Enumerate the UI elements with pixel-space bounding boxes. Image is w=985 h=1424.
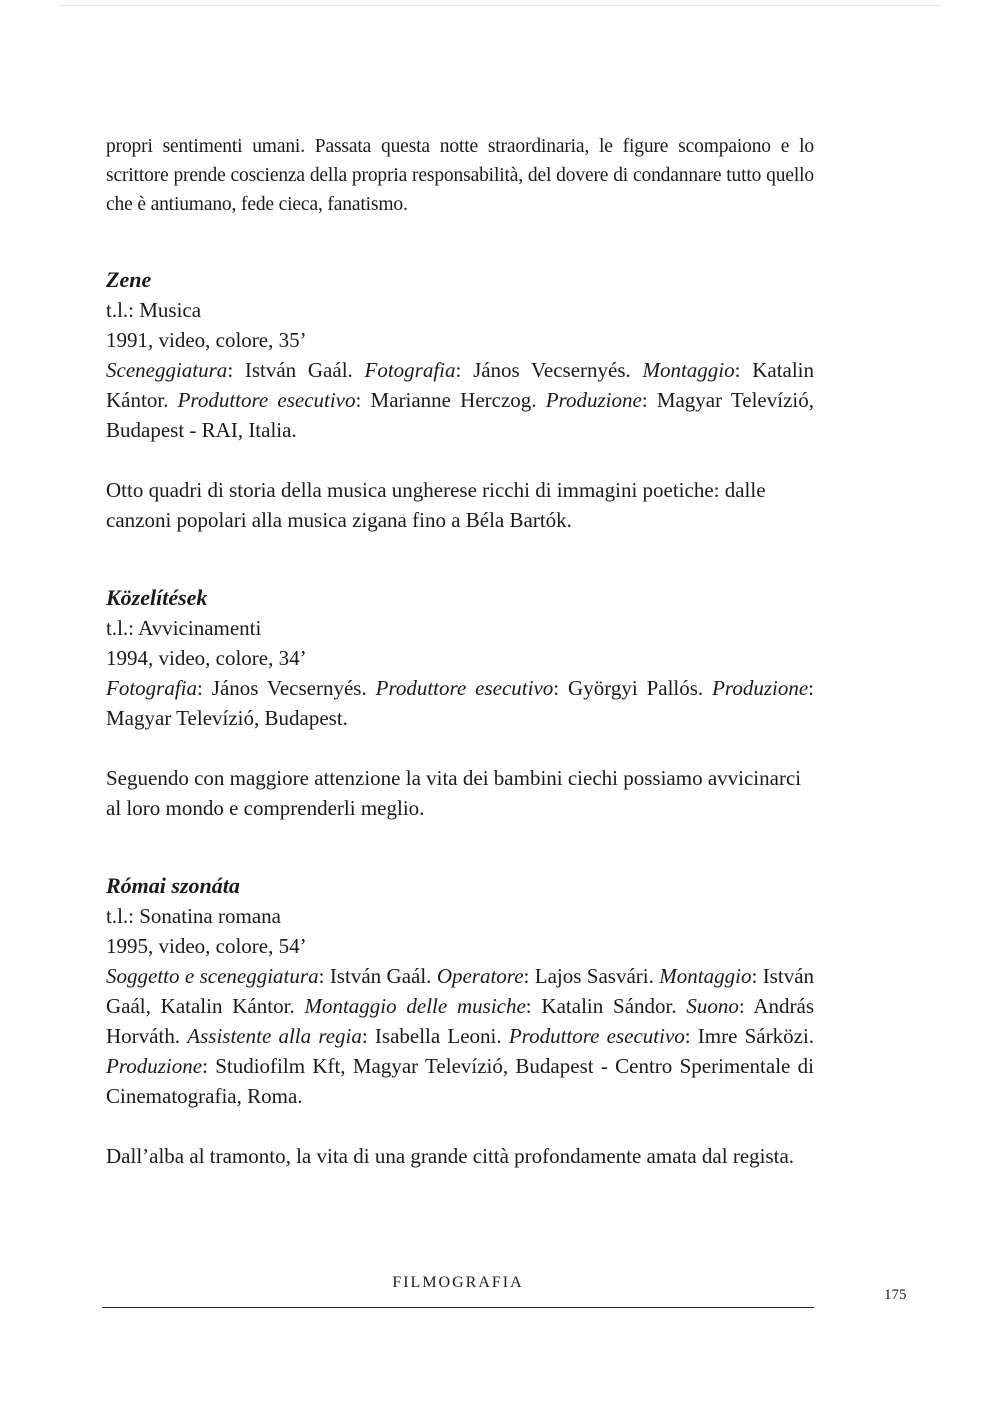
credit-names: Marianne Herczog. <box>370 388 537 412</box>
credit-names: Lajos Sasvári. <box>534 964 654 988</box>
credit-role: Fotografia <box>364 358 456 382</box>
credit-names: Studiofilm Kft, Magyar Televízió, Budapest - Centro Sperimentale di Cinematografia, Roma. <box>106 1054 814 1108</box>
film-title: Római szonáta <box>106 873 240 898</box>
credit-names: Györgyi Pallós. <box>568 676 704 700</box>
credit-names: András Horváth. <box>106 994 815 1048</box>
credit-role: Suono <box>686 994 739 1018</box>
credit-role: Produzione <box>712 676 809 700</box>
credit-names: István Gaál. <box>329 964 432 988</box>
page-body <box>106 132 814 1171</box>
film-summary: Dall’alba al tramonto, la vita di una grande città profondamente amata dal regista. <box>106 1144 795 1168</box>
credit-role: Sceneggiatura <box>106 358 228 382</box>
credit-role: Produttore esecutivo <box>375 676 554 700</box>
film-entry-zene <box>106 265 814 535</box>
credit-names: Isabella Leoni. <box>374 1024 502 1048</box>
translated-title: t.l.: Avvicinamenti <box>106 616 262 640</box>
film-details: 1991, video, colore, 35’ <box>106 328 307 352</box>
credit-names: István Gaál, Katalin Kántor. <box>106 964 815 1018</box>
credit-names: János Vecsernyés. <box>211 676 367 700</box>
film-summary: Otto quadri di storia della musica ungherese ricchi di immagini poetiche: dalle canzoni popolari alla musica zigana fino a Béla Bartók. <box>106 478 766 532</box>
credit-role: Produzione <box>545 388 642 412</box>
film-summary: Seguendo con maggiore attenzione la vita dei bambini ciechi possiamo avvicinarci al loro mondo e comprenderli meglio. <box>106 766 802 820</box>
credit-names: István Gaál. <box>244 358 353 382</box>
film-details: 1994, video, colore, 34’ <box>106 646 307 670</box>
credits-paragraph: Soggetto e sceneggiatura: István Gaál. Operatore: Lajos Sasvári. Montaggio: István Gaál, Katalin Kántor. Montaggio delle musiche: Katalin Sándor. Suono: András Horváth. Assistente alla regia: Isabella Leoni. Produttore esecutivo: Imre Sárközi. Produzione: Studiofilm Kft, Magyar Televízió, Budapest - Centro Sperimentale di Cinematografia, Roma. <box>106 964 815 1108</box>
film-entry-romai-szonata <box>106 871 814 1171</box>
top-scan-edge <box>60 5 940 6</box>
credit-role: Produttore esecutivo <box>508 1024 685 1048</box>
translated-title: t.l.: Musica <box>106 298 202 322</box>
credits-paragraph: Fotografia: János Vecsernyés. Produttore esecutivo: Györgyi Pallós. Produzione: Magyar Televízió, Budapest. <box>106 676 814 730</box>
film-title: Zene <box>106 267 152 292</box>
credit-names: Magyar Televízió, Budapest - RAI, Italia. <box>106 388 814 442</box>
translated-title: t.l.: Sonatina romana <box>106 904 281 928</box>
credit-role: Fotografia <box>106 676 198 700</box>
credit-role: Montaggio delle musiche <box>304 994 526 1018</box>
credit-names: Katalin Kántor. <box>106 358 815 412</box>
credit-role: Produttore esecutivo <box>177 388 356 412</box>
credit-role: Montaggio <box>659 964 752 988</box>
credit-role: Produzione <box>106 1054 203 1078</box>
intro-paragraph: propri sentimenti umani. Passata questa notte straordinaria, le figure scompaiono e lo scrittore prende coscienza della propria responsabilità, del dovere di condannare tutto quello che è antiumano, fede cieca, fanatismo. <box>106 136 814 215</box>
credit-role: Operatore <box>436 964 524 988</box>
film-title: Közelítések <box>106 585 208 610</box>
footer-rule <box>102 1307 814 1308</box>
running-head: FILMOGRAFIA <box>392 1274 524 1291</box>
credit-role: Assistente alla regia <box>187 1024 362 1048</box>
credit-names: Magyar Televízió, Budapest. <box>106 706 348 730</box>
credit-role: Montaggio <box>642 358 735 382</box>
credits-paragraph: Sceneggiatura: István Gaál. Fotografia: János Vecsernyés. Montaggio: Katalin Kántor. Produttore esecutivo: Marianne Herczog. Produzione: Magyar Televízió, Budapest - RAI, Italia. <box>106 358 815 442</box>
film-details: 1995, video, colore, 54’ <box>106 934 307 958</box>
credit-names: Imre Sárközi. <box>697 1024 815 1048</box>
page-number: 175 <box>884 1287 907 1303</box>
film-entry-kozelitesek <box>106 583 814 823</box>
credit-role: Soggetto e sceneggiatura <box>106 964 319 988</box>
credit-names: János Vecsernyés. <box>473 358 631 382</box>
credit-names: Katalin Sándor. <box>541 994 677 1018</box>
